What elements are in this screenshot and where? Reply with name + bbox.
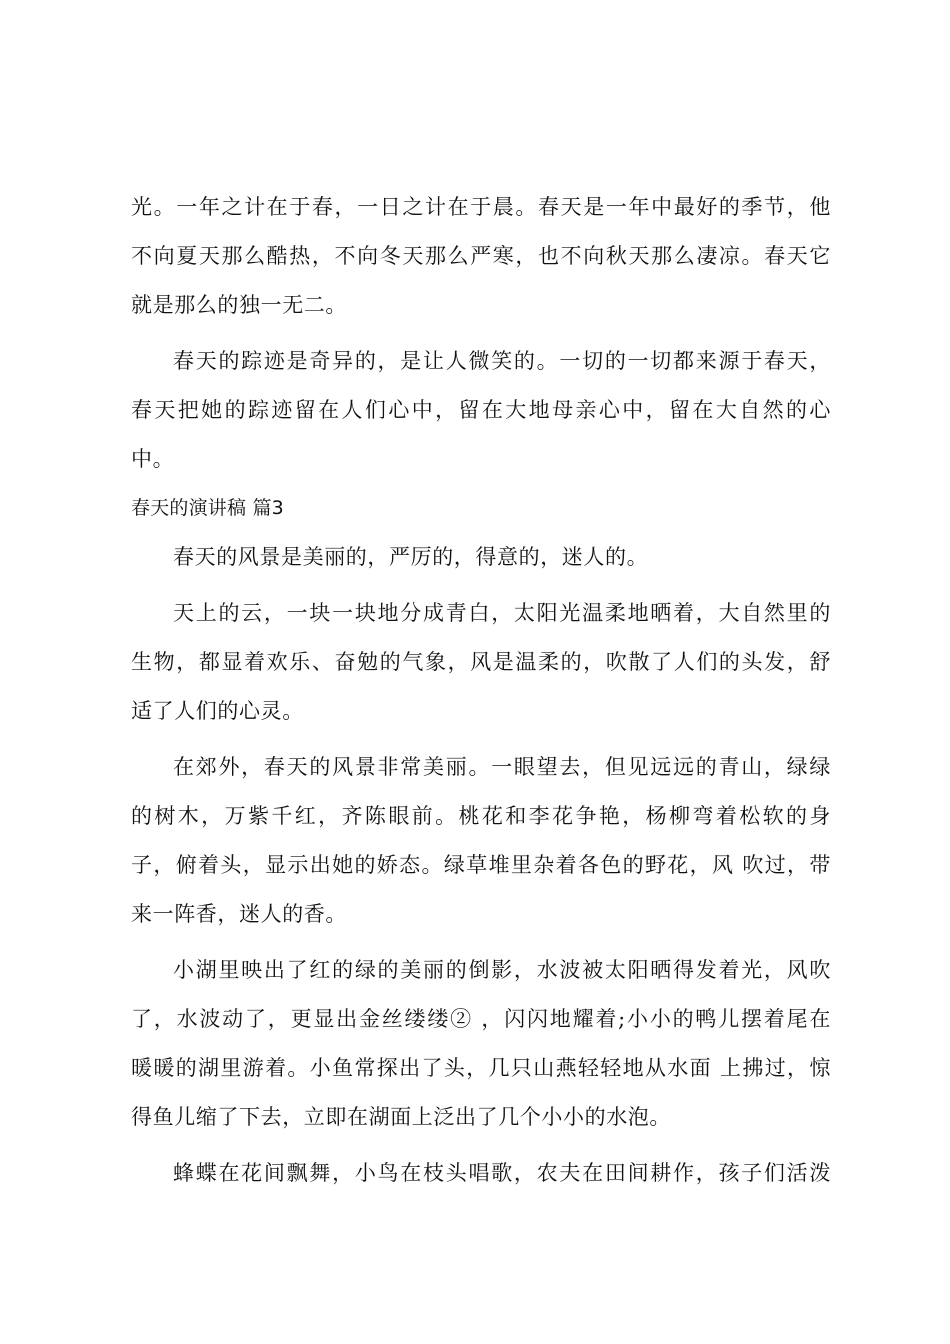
- paragraph: [131, 1149, 831, 1198]
- text-line: 小湖里映出了红的绿的美丽的倒影，水波被太阳晒得发着光，风吹: [173, 958, 831, 982]
- text-line: 蜂蝶在花间飘舞，小鸟在枝头唱歌，农夫在田间耕作，孩子们活泼: [173, 1161, 831, 1185]
- paragraph-continuation: [131, 183, 831, 330]
- text-line: 光。一年之计在于春，一日之计在于晨。春天是一年中最好的季节，他: [131, 195, 831, 219]
- paragraph: [131, 589, 831, 736]
- text-line: 中。: [131, 447, 175, 471]
- text-line: 春天把她的踪迹留在人们心中，留在大地母亲心中，留在大自然的心: [131, 398, 831, 422]
- text-line: 在郊外，春天的风景非常美丽。一眼望去，但见远远的青山，绿绿: [173, 755, 831, 779]
- text-line: 暖暖的湖里游着。小鱼常探出了头，几只山燕轻轻地从水面 上拂过，惊: [131, 1056, 831, 1080]
- text-line: 不向夏天那么酷热，不向冬天那么严寒，也不向秋天那么凄凉。春天它: [131, 244, 831, 268]
- text-line: 得鱼儿缩了下去，立即在湖面上泛出了几个小小的水泡。: [131, 1105, 671, 1129]
- paragraph: [131, 946, 831, 1142]
- paragraph: [131, 533, 831, 582]
- text-line: 适了人们的心灵。: [131, 699, 304, 723]
- text-line: 了，水波动了，更显出金丝缕缕② ，闪闪地耀着;小小的鸭儿摆着尾在: [131, 1007, 831, 1031]
- text-line: 子，俯着头，显示出她的娇态。绿草堆里杂着各色的野花，风 吹过，带: [131, 853, 831, 877]
- text-line: 天上的云，一块一块地分成青白，太阳光温柔地晒着，大自然里的: [173, 601, 831, 625]
- paragraph: [131, 743, 831, 939]
- paragraph: [131, 337, 831, 484]
- text-line: 就是那么的独一无二。: [131, 293, 347, 317]
- text-line: 生物，都显着欢乐、奋勉的气象，风是温柔的，吹散了人们的头发，舒: [131, 650, 831, 674]
- section-heading: 春天的演讲稿 篇3: [131, 497, 284, 519]
- text-line: 春天的踪迹是奇异的，是让人微笑的。一切的一切都来源于春天，: [173, 349, 831, 373]
- text-line: 的树木，万紫千红，齐陈眼前。桃花和李花争艳，杨柳弯着松软的身: [131, 804, 831, 828]
- document-body: [131, 183, 831, 1198]
- text-line: 来一阵香，迷人的香。: [131, 902, 347, 926]
- text-line: 春天的风景是美丽的，严厉的，得意的，迷人的。: [173, 545, 649, 569]
